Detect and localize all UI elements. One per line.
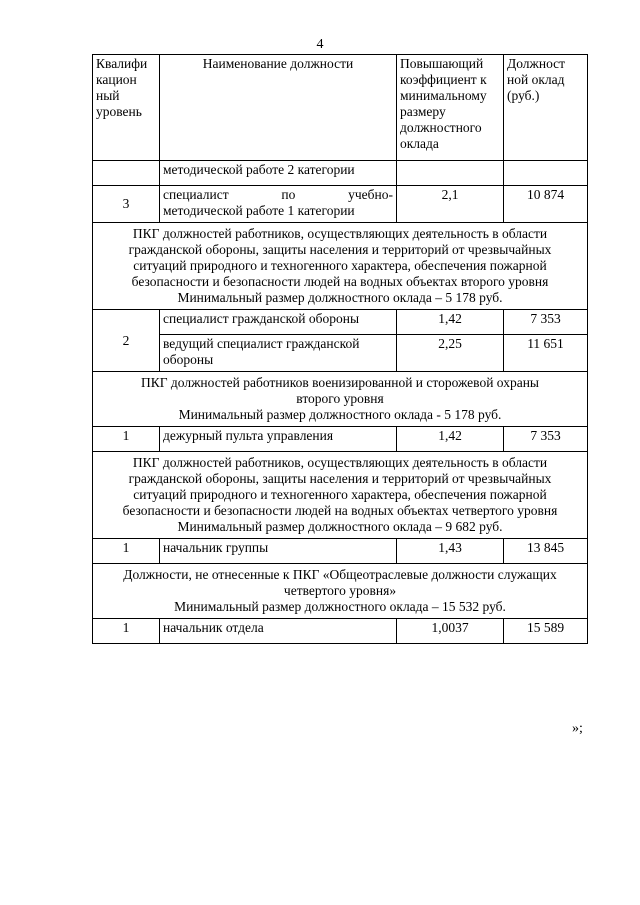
section-header [93,372,588,427]
salary: 11 651 [504,335,588,372]
table-row [93,186,588,223]
section-text: второго уровня [296,391,384,406]
table-row [93,427,588,452]
section-text: безопасности и безопасности людей на водных объектах второго уровня [131,274,549,289]
section-header [93,452,588,539]
salary: 15 589 [504,619,588,644]
header-coefficient: Повышающий коэффициент к минимальному размеру должностного оклада [397,55,504,161]
table-row [93,335,588,372]
salary: 10 874 [504,186,588,223]
position-name: начальник отдела [160,619,397,644]
position-name-line1: специалист по учебно- [163,187,393,202]
qual-level: 1 [93,539,160,564]
header-position: Наименование должности [160,55,397,161]
coefficient: 1,42 [397,427,504,452]
section-min-salary: Минимальный размер должностного оклада – 9 682 руб. [177,519,503,534]
coefficient: 2,1 [397,186,504,223]
section-header [93,223,588,310]
section-min-salary: Минимальный размер должностного оклада – 5 178 руб. [177,290,503,305]
section-text: ситуаций природного и техногенного характера, обеспечения пожарной [133,487,547,502]
position-name: ведущий специалист гражданской обороны [160,335,397,372]
header-level: Квалифи кацион ный уровень [93,55,160,161]
qual-level: 3 [93,186,160,223]
position-name [160,186,397,223]
section-text: Должности, не отнесенные к ПКГ «Общеотраслевые должности служащих [123,567,557,582]
salary: 13 845 [504,539,588,564]
section-header [93,564,588,619]
section-min-salary: Минимальный размер должностного оклада – 15 532 руб. [174,599,506,614]
section-text: ПКГ должностей работников военизированной и сторожевой охраны [140,375,540,390]
section-text: безопасности и безопасности людей на водных объектах четвертого уровня [122,503,558,518]
table-header-row [93,55,588,161]
coefficient: 1,42 [397,310,504,335]
header-salary: Должност ной оклад (руб.) [504,55,588,161]
coefficient: 1,0037 [397,619,504,644]
position-name: начальник группы [160,539,397,564]
section-text: гражданской обороны, защиты населения и территорий от чрезвычайных [128,242,552,257]
table-row [93,161,588,186]
position-name: методической работе 2 категории [160,161,397,186]
section-text: ПКГ должностей работников, осуществляющих деятельность в области [132,455,548,470]
position-name: специалист гражданской обороны [160,310,397,335]
section-text: четвертого уровня» [283,583,397,598]
section-text: ситуаций природного и техногенного характера, обеспечения пожарной [133,258,547,273]
page-number: 4 [316,37,324,52]
coefficient: 1,43 [397,539,504,564]
salary-table [92,54,588,644]
qual-level: 1 [93,619,160,644]
table-row [93,619,588,644]
coefficient: 2,25 [397,335,504,372]
qual-level: 2 [93,310,160,372]
qual-level: 1 [93,427,160,452]
section-text: ПКГ должностей работников, осуществляющих деятельность в области [132,226,548,241]
section-text: гражданской обороны, защиты населения и территорий от чрезвычайных [128,471,552,486]
position-name: дежурный пульта управления [160,427,397,452]
salary: 7 353 [504,427,588,452]
table-row [93,539,588,564]
table-row [93,310,588,335]
closing-quote: »; [572,721,583,736]
position-name-line2: методической работе 1 категории [163,203,355,218]
salary: 7 353 [504,310,588,335]
section-min-salary: Минимальный размер должностного оклада - 5 178 руб. [178,407,502,422]
